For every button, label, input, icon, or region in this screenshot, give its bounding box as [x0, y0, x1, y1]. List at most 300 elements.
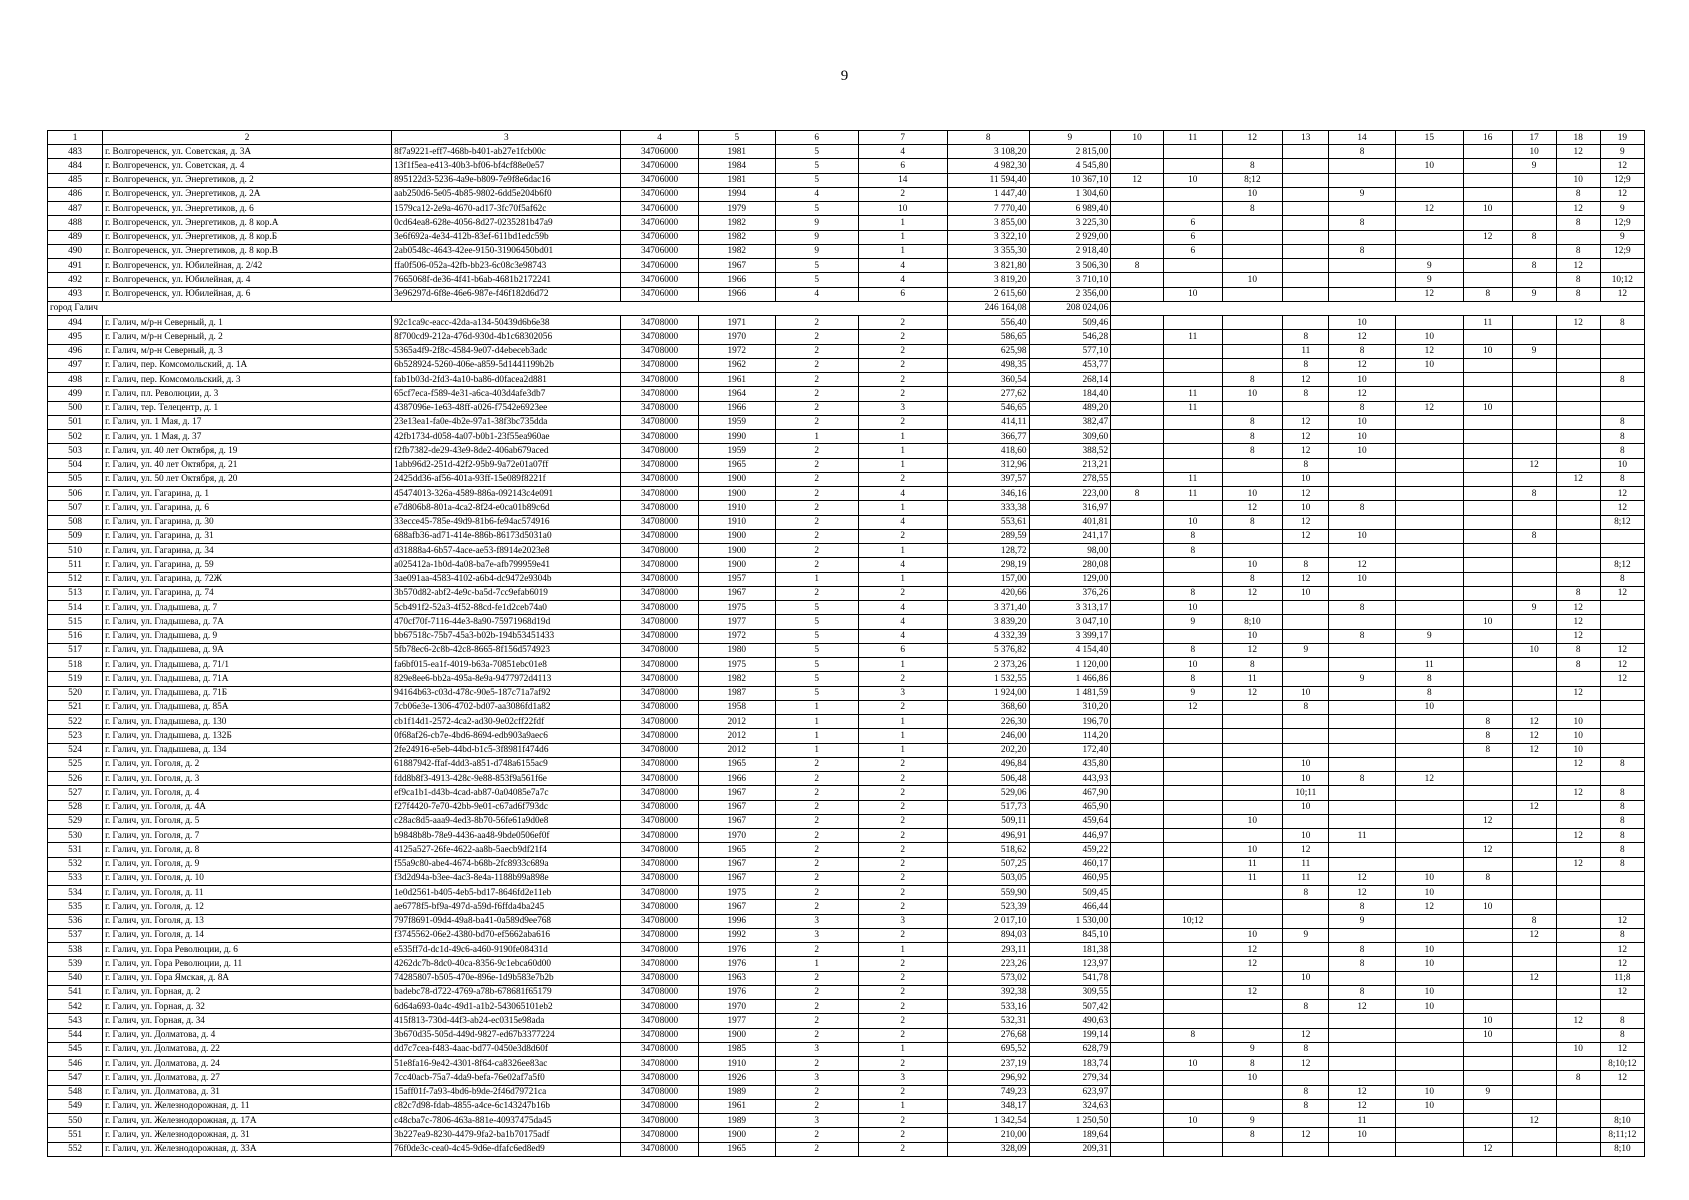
- table-cell: [1464, 686, 1513, 700]
- table-cell: 6b528924-5260-406e-a859-5d1441199b2b: [392, 358, 621, 372]
- table-cell: 12: [1600, 914, 1644, 928]
- table-cell: [1111, 430, 1164, 444]
- table-cell: 487: [48, 202, 103, 216]
- column-number: 9: [1029, 131, 1111, 145]
- table-row: [48, 686, 1645, 700]
- table-cell: г. Галич, ул. Горная, д. 32: [103, 1000, 392, 1014]
- table-cell: 1984: [698, 159, 775, 173]
- table-cell: [1111, 871, 1164, 885]
- table-cell: 1970: [698, 829, 775, 843]
- table-cell: 1: [858, 743, 947, 757]
- table-row: [48, 786, 1645, 800]
- table-cell: 11: [1164, 387, 1222, 401]
- table-cell: [1329, 173, 1395, 187]
- table-cell: 12: [1222, 943, 1283, 957]
- table-cell: 490,63: [1029, 1014, 1111, 1028]
- table-cell: [1111, 373, 1164, 387]
- table-cell: 11: [1222, 857, 1283, 871]
- table-cell: г. Волгореченск, ул. Энергетиков, д. 8 кор.А: [103, 216, 392, 230]
- table-cell: [1111, 772, 1164, 786]
- table-cell: 3 839,20: [947, 615, 1029, 629]
- table-cell: [1512, 572, 1556, 586]
- table-cell: [1283, 658, 1329, 672]
- table-cell: 8: [1283, 700, 1329, 714]
- table-cell: [1464, 1071, 1513, 1085]
- table-cell: 34708000: [621, 430, 698, 444]
- table-cell: [1395, 757, 1463, 771]
- table-cell: [1111, 743, 1164, 757]
- table-cell: 1961: [698, 1099, 775, 1113]
- table-cell: 34708000: [621, 886, 698, 900]
- table-cell: 688afb36-ad71-414e-886b-86173d5031a0: [392, 529, 621, 543]
- table-cell: f3745562-06e2-4380-bd70-ef5662aba616: [392, 928, 621, 942]
- table-cell: [1329, 1014, 1395, 1028]
- table-cell: 279,34: [1029, 1071, 1111, 1085]
- table-cell: 549: [48, 1099, 103, 1113]
- table-cell: г. Галич, ул. Гоголя, д. 7: [103, 829, 392, 843]
- table-cell: 10: [1395, 943, 1463, 957]
- table-cell: 8: [1600, 472, 1644, 486]
- table-cell: [1464, 700, 1513, 714]
- table-cell: 522: [48, 715, 103, 729]
- table-cell: 1: [858, 658, 947, 672]
- table-cell: 278,55: [1029, 472, 1111, 486]
- table-cell: 1979: [698, 202, 775, 216]
- table-cell: [1464, 216, 1513, 230]
- table-cell: [1222, 145, 1283, 159]
- table-cell: 10: [1512, 145, 1556, 159]
- table-cell: 895122d3-5236-4a9e-b809-7e9f8e6dac16: [392, 173, 621, 187]
- table-cell: 2: [858, 1014, 947, 1028]
- table-cell: 34708000: [621, 1057, 698, 1071]
- table-cell: [1329, 743, 1395, 757]
- table-cell: 76f0de3c-cea0-4c45-9d6e-dfafc6ed8ed9: [392, 1142, 621, 1156]
- table-cell: 1987: [698, 686, 775, 700]
- table-cell: [1512, 843, 1556, 857]
- table-cell: 12: [1600, 943, 1644, 957]
- table-cell: [1512, 886, 1556, 900]
- table-cell: 2: [858, 900, 947, 914]
- table-cell: 10: [1395, 358, 1463, 372]
- table-cell: 34708000: [621, 487, 698, 501]
- table-cell: [1111, 658, 1164, 672]
- table-cell: [1111, 1142, 1164, 1156]
- table-cell: 34706000: [621, 244, 698, 258]
- table-cell: [1512, 415, 1556, 429]
- table-cell: 2: [858, 358, 947, 372]
- table-cell: 34708000: [621, 330, 698, 344]
- table-cell: [1512, 757, 1556, 771]
- table-cell: 2012: [698, 743, 775, 757]
- table-cell: 2: [858, 1085, 947, 1099]
- table-cell: 8: [1600, 786, 1644, 800]
- table-cell: 443,93: [1029, 772, 1111, 786]
- table-cell: [1283, 1014, 1329, 1028]
- table-cell: [1111, 928, 1164, 942]
- table-cell: 2: [775, 586, 858, 600]
- table-cell: 8: [1164, 586, 1222, 600]
- column-number: 19: [1600, 131, 1644, 145]
- table-cell: 1 924,00: [947, 686, 1029, 700]
- table-cell: 1972: [698, 344, 775, 358]
- table-cell: 1900: [698, 472, 775, 486]
- table-cell: 8: [1556, 273, 1600, 287]
- table-cell: 8: [1222, 415, 1283, 429]
- table-cell: 8: [1512, 487, 1556, 501]
- table-cell: 553,61: [947, 515, 1029, 529]
- table-cell: 8: [1283, 1085, 1329, 1099]
- table-cell: 10: [1283, 501, 1329, 515]
- table-cell: 8: [1283, 558, 1329, 572]
- table-cell: г. Галич, ул. Гора Ямская, д. 8А: [103, 971, 392, 985]
- table-cell: 12: [1222, 586, 1283, 600]
- table-cell: 157,00: [947, 572, 1029, 586]
- table-cell: [1556, 558, 1600, 572]
- table-cell: 12: [1222, 985, 1283, 999]
- table-cell: 8: [1329, 145, 1395, 159]
- table-cell: 10: [1222, 629, 1283, 643]
- table-cell: [1464, 985, 1513, 999]
- table-cell: 2: [858, 800, 947, 814]
- table-cell: 9: [1222, 1114, 1283, 1128]
- table-cell: [1600, 871, 1644, 885]
- table-cell: 184,40: [1029, 387, 1111, 401]
- table-cell: [1600, 900, 1644, 914]
- table-cell: [1164, 928, 1222, 942]
- table-cell: 5: [775, 672, 858, 686]
- table-cell: 34708000: [621, 700, 698, 714]
- table-cell: 548: [48, 1085, 103, 1099]
- table-cell: 1: [775, 572, 858, 586]
- table-cell: 503,05: [947, 871, 1029, 885]
- table-cell: 12: [1283, 515, 1329, 529]
- table-cell: [1283, 601, 1329, 615]
- table-cell: 10: [1395, 159, 1463, 173]
- table-cell: 7 770,40: [947, 202, 1029, 216]
- table-cell: [1464, 430, 1513, 444]
- table-cell: 9: [1512, 344, 1556, 358]
- table-cell: 237,19: [947, 1057, 1029, 1071]
- table-cell: [1164, 871, 1222, 885]
- table-cell: [1329, 586, 1395, 600]
- table-cell: 8: [1512, 529, 1556, 543]
- table-row: [48, 886, 1645, 900]
- table-cell: 9: [1600, 145, 1644, 159]
- table-cell: 489: [48, 230, 103, 244]
- table-cell: [1329, 857, 1395, 871]
- table-cell: 12: [1329, 558, 1395, 572]
- table-cell: 5cb491f2-52a3-4f52-88cd-fe1d2ceb74a0: [392, 601, 621, 615]
- table-cell: г. Волгореченск, ул. Юбилейная, д. 6: [103, 287, 392, 301]
- table-cell: 114,20: [1029, 729, 1111, 743]
- table-cell: [1395, 586, 1463, 600]
- table-cell: 12: [1329, 1085, 1395, 1099]
- table-cell: 1: [775, 957, 858, 971]
- table-cell: 196,70: [1029, 715, 1111, 729]
- table-cell: [1464, 1057, 1513, 1071]
- table-cell: [1464, 544, 1513, 558]
- table-cell: 483: [48, 145, 103, 159]
- table-cell: [1222, 743, 1283, 757]
- table-cell: [1111, 387, 1164, 401]
- table-cell: 4: [858, 601, 947, 615]
- table-cell: [1395, 786, 1463, 800]
- table-row: [48, 316, 1645, 330]
- table-cell: 368,60: [947, 700, 1029, 714]
- table-cell: [1111, 943, 1164, 957]
- table-cell: г. Галич, ул. Гагарина, д. 72Ж: [103, 572, 392, 586]
- table-cell: 172,40: [1029, 743, 1111, 757]
- table-cell: 1959: [698, 415, 775, 429]
- table-cell: 12: [1464, 843, 1513, 857]
- table-cell: 2: [775, 444, 858, 458]
- table-cell: [1512, 871, 1556, 885]
- table-row: [48, 501, 1645, 515]
- table-cell: [1512, 316, 1556, 330]
- table-cell: 2 373,26: [947, 658, 1029, 672]
- table-cell: 1967: [698, 814, 775, 828]
- table-cell: [1111, 230, 1164, 244]
- table-cell: [1395, 971, 1463, 985]
- table-cell: 11: [1164, 401, 1222, 415]
- table-cell: 552: [48, 1142, 103, 1156]
- table-cell: 3b670d35-505d-449d-9827-ed67b3377224: [392, 1028, 621, 1042]
- table-cell: 1 466,86: [1029, 672, 1111, 686]
- table-cell: [1111, 273, 1164, 287]
- table-cell: [1512, 1142, 1556, 1156]
- table-cell: 8: [1600, 800, 1644, 814]
- table-cell: 223,26: [947, 957, 1029, 971]
- table-cell: [1329, 458, 1395, 472]
- table-cell: 2: [858, 415, 947, 429]
- table-cell: 4: [858, 259, 947, 273]
- table-cell: 12: [1395, 401, 1463, 415]
- table-cell: [1111, 244, 1164, 258]
- column-number: 16: [1464, 131, 1513, 145]
- table-cell: [1222, 244, 1283, 258]
- table-cell: [1164, 1000, 1222, 1014]
- table-cell: 460,17: [1029, 857, 1111, 871]
- table-cell: 34708000: [621, 344, 698, 358]
- table-cell: [1329, 487, 1395, 501]
- table-cell: [1329, 843, 1395, 857]
- table-cell: 34708000: [621, 373, 698, 387]
- table-row: [48, 159, 1645, 173]
- table-cell: 3 047,10: [1029, 615, 1111, 629]
- table-cell: [1329, 1028, 1395, 1042]
- table-cell: [1512, 814, 1556, 828]
- table-cell: [1283, 814, 1329, 828]
- table-cell: [1464, 800, 1513, 814]
- table-cell: 34708000: [621, 800, 698, 814]
- table-cell: 489,20: [1029, 401, 1111, 415]
- table-cell: ae6778f5-bf9a-497d-a59d-f6ffda4ba245: [392, 900, 621, 914]
- table-cell: [1283, 1114, 1329, 1128]
- table-cell: [1556, 544, 1600, 558]
- table-cell: [1512, 387, 1556, 401]
- table-cell: [1283, 202, 1329, 216]
- table-cell: 6d64a693-0a4c-49d1-a1b2-543065101eb2: [392, 1000, 621, 1014]
- table-cell: 529,06: [947, 786, 1029, 800]
- table-cell: 12: [1600, 643, 1644, 657]
- table-cell: 34708000: [621, 786, 698, 800]
- table-cell: 508: [48, 515, 103, 529]
- table-cell: 1965: [698, 757, 775, 771]
- table-cell: [1164, 957, 1222, 971]
- table-cell: [1600, 544, 1644, 558]
- table-cell: [1464, 273, 1513, 287]
- table-cell: [1556, 515, 1600, 529]
- table-cell: 5: [775, 658, 858, 672]
- table-cell: [1164, 415, 1222, 429]
- table-cell: 12: [1512, 1114, 1556, 1128]
- table-cell: 7cb06e3e-1306-4702-bd07-aa3086fd1a82: [392, 700, 621, 714]
- table-cell: [1395, 1071, 1463, 1085]
- table-cell: 10: [1329, 1128, 1395, 1142]
- column-number: 10: [1111, 131, 1164, 145]
- table-cell: [1395, 558, 1463, 572]
- table-cell: 459,22: [1029, 843, 1111, 857]
- table-cell: г. Волгореченск, ул. Советская, д. 4: [103, 159, 392, 173]
- table-cell: [1395, 743, 1463, 757]
- table-cell: 8: [1600, 928, 1644, 942]
- table-cell: 1: [858, 715, 947, 729]
- table-cell: [1395, 145, 1463, 159]
- table-cell: 397,57: [947, 472, 1029, 486]
- table-cell: [1111, 629, 1164, 643]
- table-cell: 497: [48, 358, 103, 372]
- table-cell: 2: [775, 971, 858, 985]
- table-cell: [1222, 544, 1283, 558]
- table-cell: 2: [775, 886, 858, 900]
- table-cell: [1512, 358, 1556, 372]
- table-cell: 1900: [698, 487, 775, 501]
- table-cell: 310,20: [1029, 700, 1111, 714]
- table-cell: 520: [48, 686, 103, 700]
- table-cell: 3 108,20: [947, 145, 1029, 159]
- table-row: [48, 715, 1645, 729]
- table-cell: 12: [1556, 829, 1600, 843]
- table-cell: 181,38: [1029, 943, 1111, 957]
- table-cell: [1164, 259, 1222, 273]
- table-cell: 1900: [698, 558, 775, 572]
- table-cell: 9: [1329, 187, 1395, 201]
- table-cell: 628,79: [1029, 1042, 1111, 1056]
- table-cell: 33ecce45-785e-49d9-81b6-fe94ac574916: [392, 515, 621, 529]
- table-cell: 1966: [698, 287, 775, 301]
- table-cell: 360,54: [947, 373, 1029, 387]
- table-cell: 12: [1556, 145, 1600, 159]
- table-cell: 92c1ca9c-eacc-42da-a134-50439d6b6e38: [392, 316, 621, 330]
- table-row: [48, 658, 1645, 672]
- table-cell: [1464, 772, 1513, 786]
- table-cell: 0f68af26-cb7e-4bd6-8694-edb903a9aec6: [392, 729, 621, 743]
- table-row: [48, 472, 1645, 486]
- table-cell: 492: [48, 273, 103, 287]
- table-cell: 401,81: [1029, 515, 1111, 529]
- table-cell: c82c7d98-fdab-4855-a4ce-6c143247b16b: [392, 1099, 621, 1113]
- table-row: [48, 1028, 1645, 1042]
- table-cell: 512: [48, 572, 103, 586]
- table-cell: 98,00: [1029, 544, 1111, 558]
- table-cell: 2: [858, 829, 947, 843]
- table-cell: 2: [858, 344, 947, 358]
- table-cell: [1464, 373, 1513, 387]
- table-cell: [1556, 700, 1600, 714]
- table-cell: [1164, 843, 1222, 857]
- table-cell: 5: [775, 643, 858, 657]
- table-cell: 3 819,20: [947, 273, 1029, 287]
- table-cell: 749,23: [947, 1085, 1029, 1099]
- table-row: [48, 1000, 1645, 1014]
- table-cell: 2: [775, 358, 858, 372]
- table-cell: [1464, 943, 1513, 957]
- table-cell: 8: [1329, 957, 1395, 971]
- table-cell: 518,62: [947, 843, 1029, 857]
- table-cell: 10: [1329, 373, 1395, 387]
- table-cell: 3 313,17: [1029, 601, 1111, 615]
- table-cell: 8: [1556, 586, 1600, 600]
- table-row: [48, 358, 1645, 372]
- table-cell: 8: [1164, 643, 1222, 657]
- table-row: [48, 672, 1645, 686]
- table-cell: г. Волгореченск, ул. Энергетиков, д. 8 кор.В: [103, 244, 392, 258]
- table-cell: 1926: [698, 1071, 775, 1085]
- table-cell: 559,90: [947, 886, 1029, 900]
- table-cell: [1512, 202, 1556, 216]
- table-cell: 34708000: [621, 643, 698, 657]
- table-cell: 4 545,80: [1029, 159, 1111, 173]
- table-cell: 486: [48, 187, 103, 201]
- table-cell: 34708000: [621, 843, 698, 857]
- table-cell: 1: [775, 743, 858, 757]
- table-cell: 1959: [698, 444, 775, 458]
- table-cell: 556,40: [947, 316, 1029, 330]
- table-cell: 9: [775, 216, 858, 230]
- table-cell: [1556, 487, 1600, 501]
- table-cell: [1164, 814, 1222, 828]
- table-cell: 3 355,30: [947, 244, 1029, 258]
- group-area-total: 246 164,08: [947, 301, 1029, 315]
- table-cell: [1556, 800, 1600, 814]
- table-cell: 312,96: [947, 458, 1029, 472]
- table-cell: 12: [1512, 715, 1556, 729]
- table-cell: [1556, 1028, 1600, 1042]
- table-cell: [1556, 914, 1600, 928]
- table-cell: [1600, 1000, 1644, 1014]
- column-number: 17: [1512, 131, 1556, 145]
- table-cell: [1395, 843, 1463, 857]
- table-cell: 3 821,80: [947, 259, 1029, 273]
- table-cell: 1: [858, 458, 947, 472]
- table-cell: 1910: [698, 515, 775, 529]
- table-cell: 2: [858, 472, 947, 486]
- table-cell: 8: [1464, 287, 1513, 301]
- column-number: 18: [1556, 131, 1600, 145]
- table-cell: 10: [1556, 729, 1600, 743]
- table-cell: 527: [48, 786, 103, 800]
- table-cell: 8: [1222, 373, 1283, 387]
- table-cell: 1: [858, 216, 947, 230]
- table-cell: 12: [1283, 487, 1329, 501]
- table-cell: 526: [48, 772, 103, 786]
- table-cell: 12: [1464, 230, 1513, 244]
- table-cell: [1222, 344, 1283, 358]
- table-cell: [1395, 187, 1463, 201]
- table-row: [48, 216, 1645, 230]
- table-cell: 3: [858, 686, 947, 700]
- table-cell: [1512, 615, 1556, 629]
